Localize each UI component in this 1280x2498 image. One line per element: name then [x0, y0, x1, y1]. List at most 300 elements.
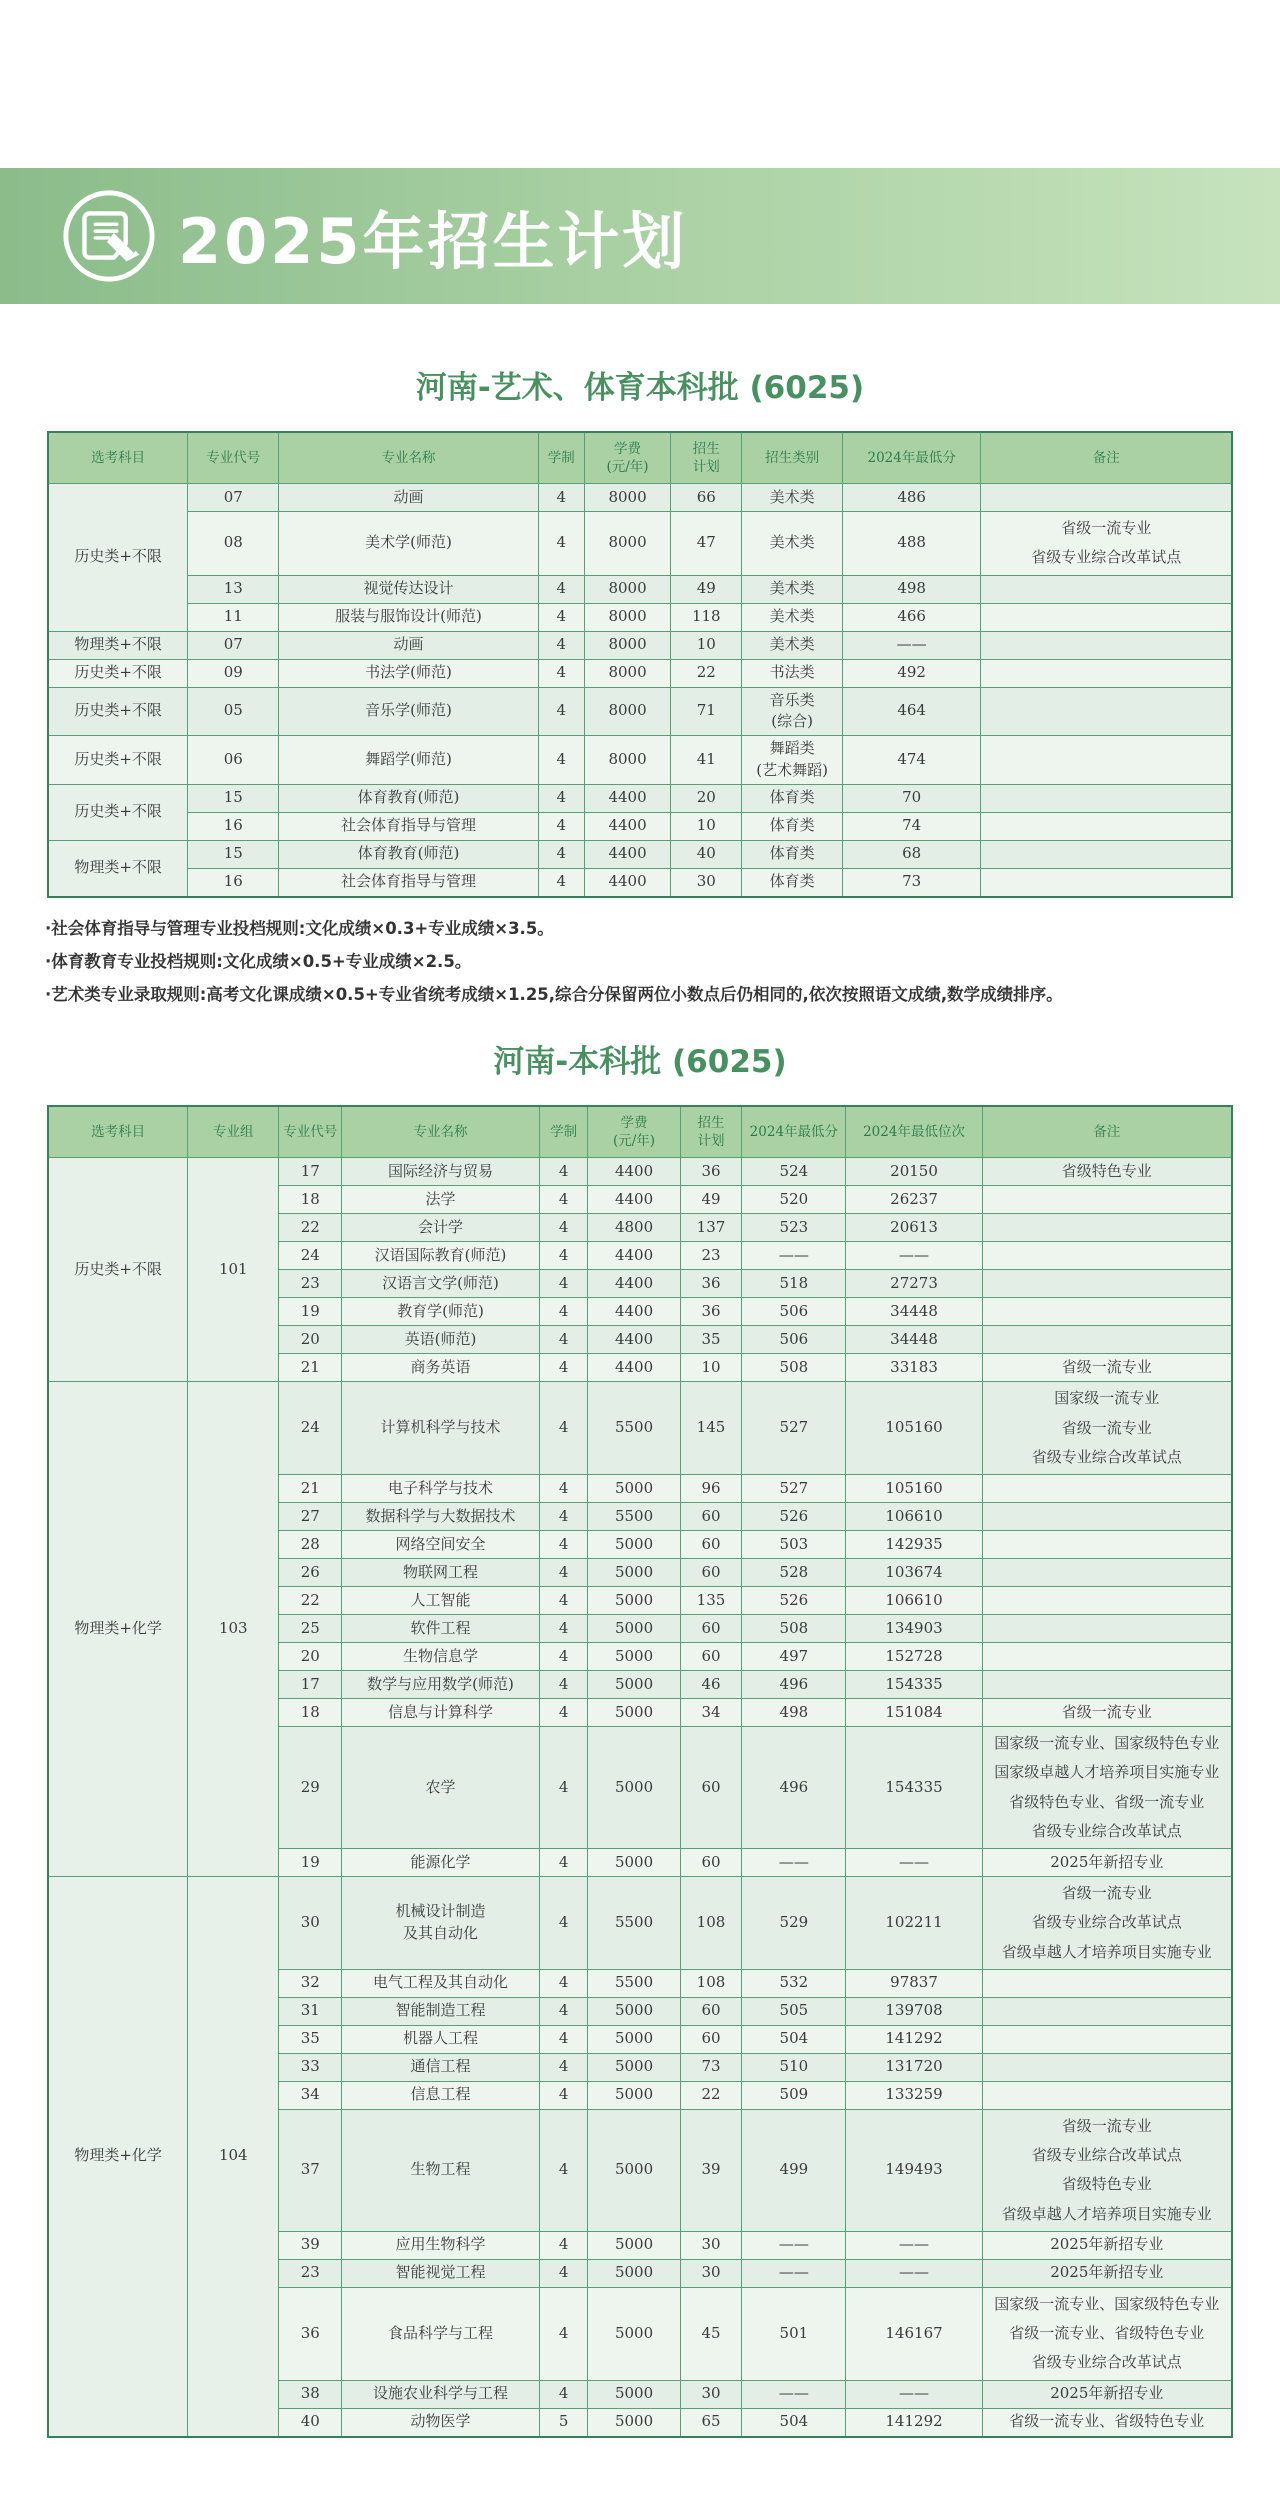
cell: 101 [188, 1158, 279, 1382]
cell: 4 [538, 812, 584, 840]
cell: 30 [680, 2231, 742, 2259]
cell: 22 [279, 1214, 342, 1242]
cell: 4 [538, 575, 584, 603]
cell: 4 [539, 2259, 588, 2287]
cell: 历史类+不限 [48, 1158, 188, 1382]
cell: 机械设计制造 及其自动化 [342, 1877, 540, 1970]
remark-cell [982, 1214, 1232, 1242]
cell: 27273 [846, 1270, 982, 1298]
cell: 4 [539, 2231, 588, 2259]
cell: 37 [279, 2109, 342, 2231]
cell: 70 [842, 784, 981, 812]
cell: 498 [742, 1699, 846, 1727]
cell: 508 [742, 1615, 846, 1643]
notes-block [45, 918, 1235, 1007]
cell: 118 [671, 603, 742, 631]
cell: 4 [538, 868, 584, 897]
column-header: 选考科目 [48, 432, 188, 484]
cell: 106610 [846, 1503, 982, 1531]
cell: 28 [279, 1531, 342, 1559]
cell: 4400 [584, 840, 670, 868]
cell: 汉语国际教育(师范) [342, 1242, 540, 1270]
cell: 23 [680, 1242, 742, 1270]
cell: —— [842, 631, 981, 659]
cell: 20 [279, 1643, 342, 1671]
remark-cell: 省级特色专业 [982, 1158, 1232, 1186]
cell: 21 [279, 1354, 342, 1382]
header-row [48, 432, 1232, 484]
remark-cell [982, 1503, 1232, 1531]
cell: 35 [680, 1326, 742, 1354]
cell: 141292 [846, 2025, 982, 2053]
remark-cell [981, 736, 1232, 785]
cell: 488 [842, 512, 981, 576]
cell: —— [742, 2380, 846, 2408]
cell: 19 [279, 1849, 342, 1877]
cell: 4 [539, 1326, 588, 1354]
cell: 24 [279, 1382, 342, 1475]
cell: 60 [680, 1559, 742, 1587]
cell: 5000 [588, 2287, 680, 2380]
cell: 4 [539, 1671, 588, 1699]
admission-note: ·体育教育专业投档规则:文化成绩×0.5+专业成绩×2.5。 [45, 951, 472, 971]
cell: 18 [279, 1186, 342, 1214]
cell: 152728 [846, 1643, 982, 1671]
cell: 4 [539, 2109, 588, 2231]
cell: 145 [680, 1382, 742, 1475]
cell: 49 [680, 1186, 742, 1214]
cell: 33183 [846, 1354, 982, 1382]
cell: 10 [671, 631, 742, 659]
cell: 46 [680, 1671, 742, 1699]
cell: 商务英语 [342, 1354, 540, 1382]
page-bottom-spacer [0, 2438, 1280, 2498]
cell: 141292 [846, 2408, 982, 2437]
cell: 29 [279, 1727, 342, 1849]
cell: 11 [188, 603, 279, 631]
remark-cell: 2025年新招专业 [982, 2380, 1232, 2408]
cell: —— [846, 2231, 982, 2259]
cell: 73 [842, 868, 981, 897]
cell: 历史类+不限 [48, 484, 188, 632]
cell: 22 [680, 2081, 742, 2109]
cell: 105160 [846, 1382, 982, 1475]
remark-cell [982, 1298, 1232, 1326]
remark-cell [981, 603, 1232, 631]
cell: 音乐学(师范) [279, 687, 538, 736]
table-row [48, 631, 1232, 659]
cell: 65 [680, 2408, 742, 2437]
cell: 5000 [588, 1587, 680, 1615]
cell: 4 [539, 1158, 588, 1186]
cell: 4400 [588, 1298, 680, 1326]
cell: 4 [539, 1727, 588, 1849]
cell: 15 [188, 784, 279, 812]
cell: 60 [680, 1727, 742, 1849]
cell: 30 [279, 1877, 342, 1970]
cell: 07 [188, 631, 279, 659]
cell: 26237 [846, 1186, 982, 1214]
cell: 动画 [279, 484, 538, 512]
cell: 497 [742, 1643, 846, 1671]
table-row [48, 512, 1232, 576]
cell: 527 [742, 1475, 846, 1503]
cell: 31 [279, 1997, 342, 2025]
cell: 5000 [588, 2259, 680, 2287]
cell: 17 [279, 1158, 342, 1186]
remark-cell [982, 1531, 1232, 1559]
cell: 农学 [342, 1727, 540, 1849]
cell: 法学 [342, 1186, 540, 1214]
cell: 人工智能 [342, 1587, 540, 1615]
cell: 物联网工程 [342, 1559, 540, 1587]
cell: 4 [539, 1849, 588, 1877]
cell: 36 [680, 1298, 742, 1326]
cell: 美术类 [742, 512, 843, 576]
cell: 108 [680, 1969, 742, 1997]
cell: 电子科学与技术 [342, 1475, 540, 1503]
column-header: 备注 [981, 432, 1232, 484]
cell: 历史类+不限 [48, 659, 188, 687]
cell: 社会体育指导与管理 [279, 812, 538, 840]
cell: 教育学(师范) [342, 1298, 540, 1326]
cell: 4800 [588, 1214, 680, 1242]
cell: 5 [539, 2408, 588, 2437]
cell: 4 [539, 1214, 588, 1242]
remark-cell: 省级一流专业 省级专业综合改革试点 省级特色专业 省级卓越人才培养项目实施专业 [982, 2109, 1232, 2231]
cell: 4 [539, 1270, 588, 1298]
cell: 4 [539, 2287, 588, 2380]
cell: 36 [680, 1158, 742, 1186]
cell: 4 [539, 1298, 588, 1326]
cell: 通信工程 [342, 2053, 540, 2081]
cell: 4 [539, 1503, 588, 1531]
cell: 505 [742, 1997, 846, 2025]
cell: 60 [680, 2025, 742, 2053]
cell: 食品科学与工程 [342, 2287, 540, 2380]
document-pen-icon [60, 187, 158, 285]
cell: 526 [742, 1503, 846, 1531]
column-header: 2024年最低位次 [846, 1106, 982, 1158]
cell: 34 [680, 1699, 742, 1727]
cell: 国际经济与贸易 [342, 1158, 540, 1186]
section-title-regular: 河南-本科批 (6025) [493, 1044, 787, 1081]
cell: 服装与服饰设计(师范) [279, 603, 538, 631]
admission-note: ·艺术类专业录取规则:高考文化课成绩×0.5+专业省统考成绩×1.25,综合分保留两位小数点后仍相同的,依次按照语文成绩,数学成绩排序。 [45, 985, 1063, 1005]
cell: 4 [539, 2081, 588, 2109]
cell: 32 [279, 1969, 342, 1997]
cell: 45 [680, 2287, 742, 2380]
cell: 07 [188, 484, 279, 512]
cell: 5000 [588, 1997, 680, 2025]
cell: 4400 [584, 812, 670, 840]
header-banner [0, 168, 1280, 304]
cell: 510 [742, 2053, 846, 2081]
cell: 5000 [588, 1643, 680, 1671]
cell: 47 [671, 512, 742, 576]
cell: 154335 [846, 1671, 982, 1699]
admission-note: ·社会体育指导与管理专业投档规则:文化成绩×0.3+专业成绩×3.5。 [45, 918, 554, 938]
cell: 39 [279, 2231, 342, 2259]
column-header: 专业代号 [279, 1106, 342, 1158]
cell: 5000 [588, 1849, 680, 1877]
cell: 4 [538, 784, 584, 812]
cell: 物理类+化学 [48, 1877, 188, 2437]
cell: 96 [680, 1475, 742, 1503]
cell: 历史类+不限 [48, 687, 188, 736]
remark-cell: 省级一流专业 [982, 1699, 1232, 1727]
cell: 体育类 [742, 868, 843, 897]
remark-cell [982, 1242, 1232, 1270]
cell: 508 [742, 1354, 846, 1382]
admission-table-art-sports [47, 431, 1233, 898]
cell: 5500 [588, 1969, 680, 1997]
cell: 信息工程 [342, 2081, 540, 2109]
cell: —— [742, 1242, 846, 1270]
cell: 4400 [588, 1186, 680, 1214]
cell: 音乐类 (综合) [742, 687, 843, 736]
cell: 527 [742, 1382, 846, 1475]
cell: 4 [539, 1531, 588, 1559]
cell: 135 [680, 1587, 742, 1615]
cell: 4400 [584, 868, 670, 897]
cell: 146167 [846, 2287, 982, 2380]
cell: 4 [538, 736, 584, 785]
cell: 496 [742, 1671, 846, 1699]
cell: 149493 [846, 2109, 982, 2231]
column-header: 专业组 [188, 1106, 279, 1158]
cell: 4 [539, 1475, 588, 1503]
cell: 英语(师范) [342, 1326, 540, 1354]
cell: 物理类+化学 [48, 1382, 188, 1877]
cell: 39 [680, 2109, 742, 2231]
cell: 4400 [588, 1354, 680, 1382]
cell: 20 [279, 1326, 342, 1354]
cell: 体育类 [742, 784, 843, 812]
cell: 529 [742, 1877, 846, 1970]
cell: 498 [842, 575, 981, 603]
cell: 5000 [588, 1727, 680, 1849]
header-row [48, 1106, 1232, 1158]
cell: 5000 [588, 1475, 680, 1503]
cell: 4 [538, 631, 584, 659]
cell: 18 [279, 1699, 342, 1727]
cell: 73 [680, 2053, 742, 2081]
cell: 5000 [588, 2231, 680, 2259]
cell: 15 [188, 840, 279, 868]
cell: 30 [680, 2259, 742, 2287]
cell: 504 [742, 2408, 846, 2437]
cell: 520 [742, 1186, 846, 1214]
table-row [48, 736, 1232, 785]
remark-cell [982, 2025, 1232, 2053]
cell: 23 [279, 2259, 342, 2287]
cell: 06 [188, 736, 279, 785]
cell: 30 [671, 868, 742, 897]
cell: 506 [742, 1326, 846, 1354]
remark-cell [982, 1671, 1232, 1699]
cell: 30 [680, 2380, 742, 2408]
cell: 492 [842, 659, 981, 687]
column-header: 专业代号 [188, 432, 279, 484]
remark-cell [981, 868, 1232, 897]
cell: 舞蹈类 (艺术舞蹈) [742, 736, 843, 785]
cell: 41 [671, 736, 742, 785]
cell: 66 [671, 484, 742, 512]
cell: 设施农业科学与工程 [342, 2380, 540, 2408]
cell: 38 [279, 2380, 342, 2408]
cell: 视觉传达设计 [279, 575, 538, 603]
cell: 40 [279, 2408, 342, 2437]
remark-cell [981, 840, 1232, 868]
cell: 8000 [584, 736, 670, 785]
cell: 532 [742, 1969, 846, 1997]
cell: 20 [671, 784, 742, 812]
cell: 体育教育(师范) [279, 840, 538, 868]
cell: 书法学(师范) [279, 659, 538, 687]
cell: 4 [539, 2053, 588, 2081]
cell: 4 [538, 603, 584, 631]
cell: 106610 [846, 1587, 982, 1615]
cell: 数据科学与大数据技术 [342, 1503, 540, 1531]
cell: 71 [671, 687, 742, 736]
cell: 60 [680, 1531, 742, 1559]
cell: 机器人工程 [342, 2025, 540, 2053]
page-title: 2025年招生计划 [178, 204, 688, 278]
cell: 4 [538, 512, 584, 576]
cell: 4 [539, 1699, 588, 1727]
cell: 133259 [846, 2081, 982, 2109]
cell: 137 [680, 1214, 742, 1242]
cell: 5000 [588, 1531, 680, 1559]
cell: 134903 [846, 1615, 982, 1643]
column-header: 备注 [982, 1106, 1232, 1158]
cell: 美术类 [742, 631, 843, 659]
table-row [48, 784, 1232, 812]
cell: 4 [539, 1643, 588, 1671]
cell: 5000 [588, 2081, 680, 2109]
cell: 计算机科学与技术 [342, 1382, 540, 1475]
cell: 汉语言文学(师范) [342, 1270, 540, 1298]
cell: 4 [539, 1969, 588, 1997]
cell: 4400 [588, 1242, 680, 1270]
cell: —— [846, 2259, 982, 2287]
table-row [48, 812, 1232, 840]
remark-cell [982, 1615, 1232, 1643]
cell: 8000 [584, 603, 670, 631]
cell: 4400 [588, 1326, 680, 1354]
cell: 历史类+不限 [48, 784, 188, 840]
cell: 10 [671, 812, 742, 840]
cell: 26 [279, 1559, 342, 1587]
cell: 102211 [846, 1877, 982, 1970]
cell: —— [742, 2259, 846, 2287]
remark-cell [982, 2081, 1232, 2109]
remark-cell [981, 659, 1232, 687]
cell: 20613 [846, 1214, 982, 1242]
remark-cell: 2025年新招专业 [982, 2231, 1232, 2259]
remark-cell [982, 1270, 1232, 1298]
cell: 68 [842, 840, 981, 868]
cell: 4400 [584, 784, 670, 812]
cell: 4 [538, 659, 584, 687]
cell: 518 [742, 1270, 846, 1298]
remark-cell: 国家级一流专业、国家级特色专业 国家级卓越人才培养项目实施专业 省级特色专业、省级一流专业 省级专业综合改革试点 [982, 1727, 1232, 1849]
cell: 526 [742, 1587, 846, 1615]
table-row [48, 1877, 1232, 1970]
cell: 生物信息学 [342, 1643, 540, 1671]
cell: 36 [279, 2287, 342, 2380]
column-header: 2024年最低分 [842, 432, 981, 484]
cell: 60 [680, 1997, 742, 2025]
remark-cell [982, 1186, 1232, 1214]
cell: 10 [680, 1354, 742, 1382]
cell: 24 [279, 1242, 342, 1270]
cell: 33 [279, 2053, 342, 2081]
table-row [48, 603, 1232, 631]
remark-cell [982, 2053, 1232, 2081]
cell: 5000 [588, 2109, 680, 2231]
cell: 151084 [846, 1699, 982, 1727]
cell: 104 [188, 1877, 279, 2437]
cell: 22 [279, 1587, 342, 1615]
cell: 动物医学 [342, 2408, 540, 2437]
cell: 5000 [588, 2408, 680, 2437]
cell: —— [742, 1849, 846, 1877]
remark-cell: 2025年新招专业 [982, 1849, 1232, 1877]
cell: 8000 [584, 631, 670, 659]
remark-cell [981, 687, 1232, 736]
cell: 142935 [846, 1531, 982, 1559]
cell: 13 [188, 575, 279, 603]
table-row [48, 687, 1232, 736]
cell: 36 [680, 1270, 742, 1298]
table-row [48, 840, 1232, 868]
remark-cell [981, 784, 1232, 812]
cell: 21 [279, 1475, 342, 1503]
cell: 网络空间安全 [342, 1531, 540, 1559]
column-header: 招生类别 [742, 432, 843, 484]
remark-cell [982, 1475, 1232, 1503]
cell: 数学与应用数学(师范) [342, 1671, 540, 1699]
cell: 4 [539, 1559, 588, 1587]
table-row [48, 868, 1232, 897]
cell: 34 [279, 2081, 342, 2109]
cell: 25 [279, 1615, 342, 1643]
cell: 美术类 [742, 603, 843, 631]
cell: 8000 [584, 484, 670, 512]
column-header: 学制 [538, 432, 584, 484]
cell: 35 [279, 2025, 342, 2053]
cell: 5000 [588, 1615, 680, 1643]
cell: 496 [742, 1727, 846, 1849]
cell: 4 [539, 2380, 588, 2408]
cell: —— [846, 1242, 982, 1270]
cell: 8000 [584, 687, 670, 736]
remark-cell [982, 1559, 1232, 1587]
cell: 139708 [846, 1997, 982, 2025]
cell: 8000 [584, 512, 670, 576]
table-row [48, 659, 1232, 687]
column-header: 2024年最低分 [742, 1106, 846, 1158]
cell: 智能视觉工程 [342, 2259, 540, 2287]
cell: 美术类 [742, 575, 843, 603]
cell: 509 [742, 2081, 846, 2109]
cell: 34448 [846, 1326, 982, 1354]
cell: 108 [680, 1877, 742, 1970]
cell: 60 [680, 1503, 742, 1531]
cell: 生物工程 [342, 2109, 540, 2231]
